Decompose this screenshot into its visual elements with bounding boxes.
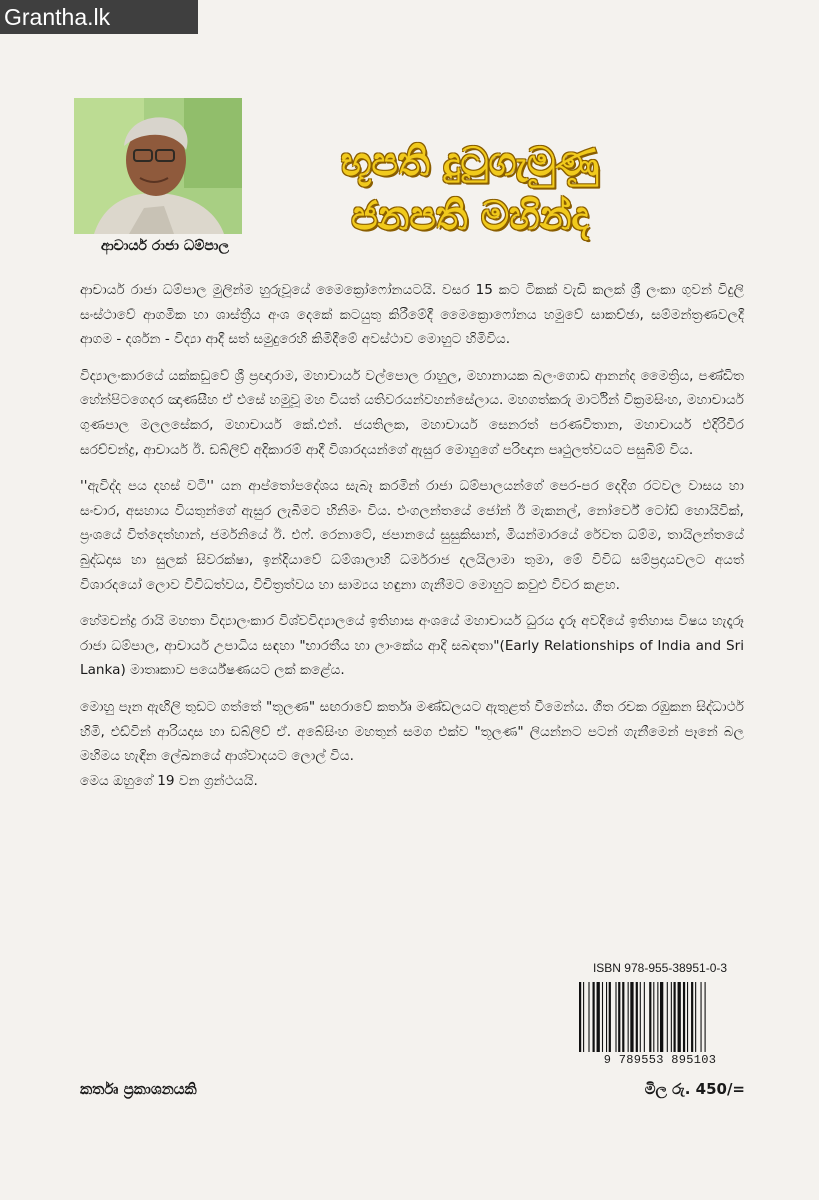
barcode-bar	[644, 982, 645, 1052]
barcode-bar	[583, 982, 584, 1052]
price-label: මිල රු. 450/=	[644, 1080, 745, 1098]
author-photo	[74, 98, 242, 234]
book-title	[320, 135, 620, 243]
barcode-bar	[705, 982, 706, 1052]
author-biography	[80, 278, 744, 805]
barcode-bar	[579, 982, 581, 1052]
bio-paragraph-1: ආචාර්ය රාජා ධම්පාල මුලින්ම හුරුවූයේ මෛක්‍රෝෆෝනයටයි. වසර 15 කට ටිකක් වැඩි කලක් ශ්‍රී ලංකා ගුවන් විදුලි සංස්ථාවේ ආගමික හා ශාස්ත්‍රීය අංශ දෙකේ කටයුතු කිරීමේදී මෛක්‍රොෆෝනය හමුවේ සාකච්ඡා, සම්මන්ත්‍රණවලදී ආගම - දර්ශන - විද්‍යා ආදී සත් සමුදුරෙහි කිමිදීමේ අවස්ථාව මොහුට හිමිවිය.	[80, 282, 744, 348]
barcode-bar	[615, 982, 616, 1052]
barcode-bar	[588, 982, 589, 1052]
barcode-bar	[597, 982, 600, 1052]
barcode-bar	[683, 982, 685, 1052]
title-line-1: භූපති දුටුගැමුණු	[340, 139, 600, 185]
barcode-bar	[653, 982, 654, 1052]
barcode-bar	[667, 982, 668, 1052]
barcode-bar	[618, 982, 620, 1052]
barcode-digits: 9 789553 895103	[603, 1053, 717, 1067]
barcode-bar	[691, 982, 693, 1052]
bio-paragraph-2: විද්‍යාලංකාරයේ යක්කඩුවේ ශ්‍රී ප්‍රඥාරාම, මහාචාර්ය වල්පොල රාහුල, මහානායක බලංගොඩ ආනන්ද මෛත්‍රිය, පණ්ඩිත හේන්පිටගෙදර ඤාණසීහ ඒ එසේ හමුවූ මහ වියත් යතිවරයන්වහන්සේලාය. මහගත්කරු මාර්ටින් වික්‍රමසිංහ, මහාචාර්ය ගුණපාල මලලසේකර, මහාචාර්ය කේ.එන්. ජයතිලක, මහාචාර්ය සෙනරත් පරණවිතාන, මහාචාර්ය එදිරිවීර සරච්චන්ද්‍ර, ආචාර්ය ඊ. ඩබ්ලිව් අදිකාරම් ආදී විශාරදයන්ගේ ඇසුර මොහුගේ පරිඥාන පෘථුලත්වයට පසුබිම් විය.	[80, 367, 744, 458]
barcode-bar	[660, 982, 663, 1052]
barcode-bar	[636, 982, 638, 1052]
bio-paragraph-4: හේමචන්ද්‍ර රායි මහතා විද්‍යාලංකාර විශ්වවිද්‍යාලයේ ඉතිහාස අංශයේ මහාචාර්ය ධුරය දැරූ අවදියේ ඉතිහාස විෂය හැදෑරූ රාජා ධම්පාල, ආචාර්ය උපාධිය සඳහා "භාරතීය හා ලාංකේය ආදි සබඳතා"(Early Relationships of India and Sri Lanka) මාතෘකාව පර්යේෂණයට ලක් කළේය.	[80, 613, 744, 679]
barcode-bar	[622, 982, 624, 1052]
bio-last-line: මෙය ඔහුගේ 19 වන ග්‍රන්ථයයි.	[80, 772, 258, 789]
barcode-bar	[657, 982, 658, 1052]
barcode-bar	[593, 982, 595, 1052]
barcode-bar	[671, 982, 672, 1052]
site-watermark: Grantha.lk	[0, 0, 198, 34]
barcode-bar	[628, 982, 629, 1052]
title-line-2: ජනපති මහින්ද	[351, 193, 589, 239]
barcode-bar	[609, 982, 611, 1052]
barcode-bar	[630, 982, 633, 1052]
isbn-number: ISBN 978-955-38951-0-3	[592, 961, 728, 975]
barcode-bar	[602, 982, 603, 1052]
barcode-bar	[674, 982, 676, 1052]
barcode	[577, 982, 745, 1052]
barcode-bar	[678, 982, 681, 1052]
barcode-bar	[701, 982, 702, 1052]
bio-paragraph-5: මොහු පෑන ඇඟිලි තුඩට ගත්තේ "තූලණ" සඟරාවේ කර්තෘ මණ්ඩලයට ඇතුළත් වීමෙන්ය. ගීත රචක රඹුකන සිද්ධාර්ථ හිමි, එඩ්වින් ආරියදාස හා ඩබ්ලිව් ඒ. අබේසිංහ මහතුන් සමග එක්ව "තූලණ" ලියන්නට පටන් ගැනීමෙන් පෑනේ බල මහිමය හැඳින ලේඛනයේ ආශ්වාදයට ලොල් විය.	[80, 698, 744, 765]
barcode-bar	[606, 982, 607, 1052]
barcode-bar	[687, 982, 688, 1052]
bio-paragraph-3: ''ඇවිද්ද පය දහස් වටී'' යන ආප්තෝපදේශය සැබෑ කරමින් රාජා ධම්පාලයන්ගේ පෙර-පර දෙදිග රටවල වාසය හා සංචාර, අසහාය වියතුන්ගේ ඇසුර ලැබීමට හිනිමං විය. එංගලන්තයේ ජෝන් ඊ මැකනල්, නෝර්වේ ටෝඩ් හොයිවික්, ප්‍රංශයේ විත්දෙත්හාන්, ජර්මනියේ ඊ. එෆ්. රෙනාටේ, ජපානයේ සුසුකිසාන්, මියන්මාරයේ රේවත ධම්ම, තායිලන්තයේ බුද්ධදාස හා සුලක් සිවරක්ෂා, ඉන්දියාවේ ධම්ශාලාහි ධර්මරාජ දලයිලාමා තුමා, මේ විවිධ සම්ප්‍රදායවලට අයත් විශාරදයෝ ලොව විවිධත්වය, විචිත්‍රත්වය හා සාම්‍යය හඳුනා ගැනීමට මොහුට කවුළු විවර කළහ.	[80, 478, 744, 593]
barcode-bar	[649, 982, 651, 1052]
barcode-bar	[640, 982, 641, 1052]
barcode-bar	[695, 982, 696, 1052]
author-caption: ආචාර්ය රාජා ධම්පාල	[100, 238, 230, 254]
publisher-label: කර්තෘ ප්‍රකාශනයකි	[80, 1080, 197, 1098]
